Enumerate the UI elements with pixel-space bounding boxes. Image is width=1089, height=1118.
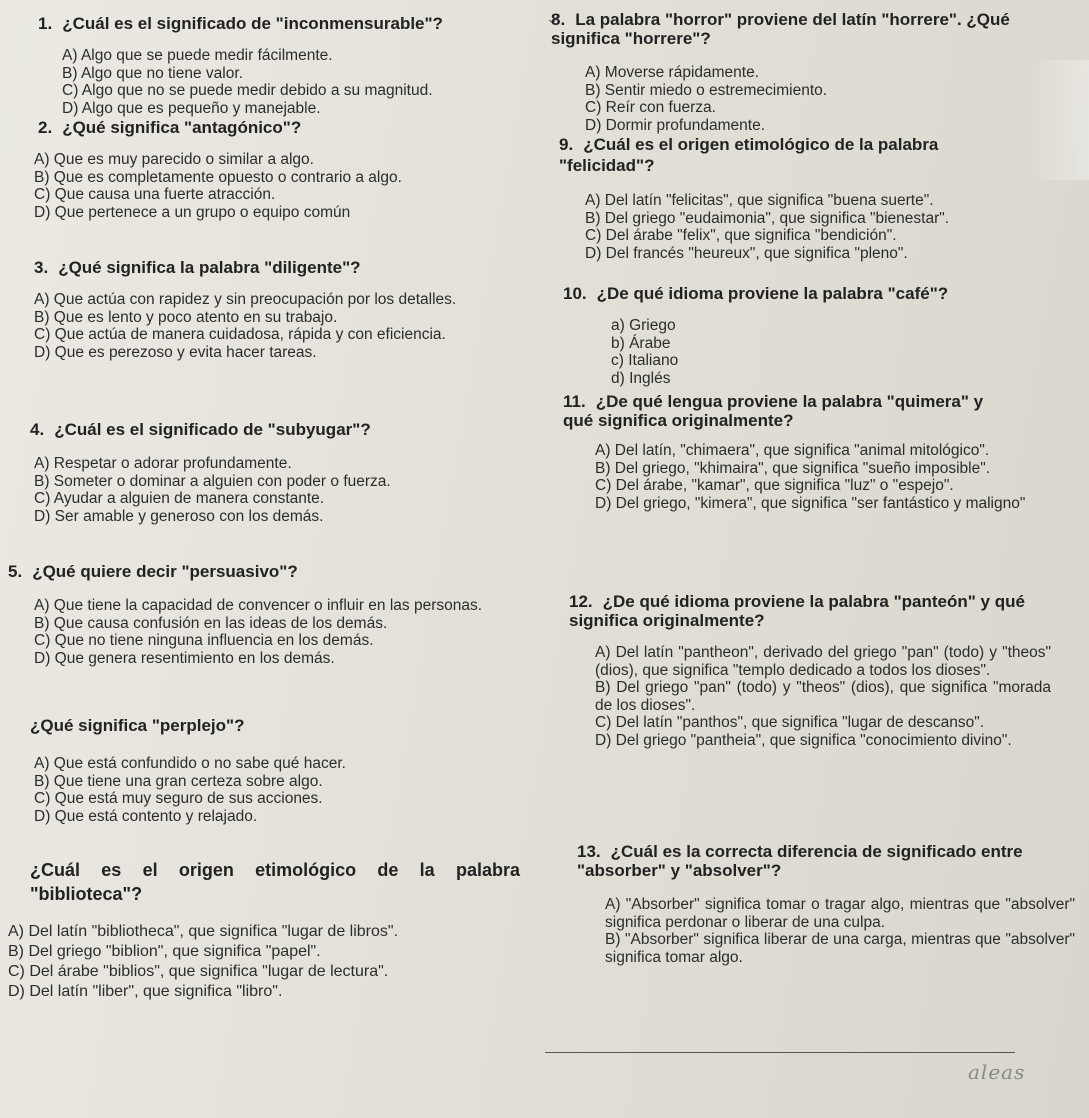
question-6 <box>30 716 530 825</box>
question-number: 1. <box>38 14 53 33</box>
option-d: D) Del griego "pantheia", que significa "conocimiento divino". <box>595 731 1012 749</box>
option-b: B) Que es completamente opuesto o contrario a algo. <box>34 168 402 186</box>
option-d: D) Algo que es pequeño y manejable. <box>62 99 321 117</box>
option-d: D) Ser amable y generoso con los demás. <box>34 507 324 525</box>
option-b: B) Del griego "biblion", que significa "papel". <box>8 943 321 960</box>
option-b: B) Que tiene una gran certeza sobre algo. <box>34 772 323 790</box>
option-b: B) "Absorber" significa liberar de una carga, mientras que "absolver" significa tomar algo. <box>605 931 1075 966</box>
option-a: A) Que actúa con rapidez y sin preocupación por los detalles. <box>34 291 457 308</box>
option-b: B) Algo que no tiene valor. <box>62 64 243 82</box>
question-title: ¿Qué quiere decir "persuasivo"? <box>32 562 298 581</box>
option-d: D) Del griego, "kimera", que significa "ser fantástico y maligno" <box>595 494 1026 512</box>
option-c: C) Del latín "panthos", que significa "lugar de descanso". <box>595 714 985 731</box>
question-5 <box>8 562 528 667</box>
option-c: C) Del árabe "biblios", que significa "lugar de lectura". <box>8 963 389 980</box>
question-9 <box>559 134 999 262</box>
option-d: D) Que pertenece a un grupo o equipo común <box>34 203 351 221</box>
option-b: B) Del griego, "khimaira", que significa "sueño imposible". <box>595 459 991 477</box>
question-title: ¿Cuál es el significado de "inconmensurable"? <box>62 14 443 33</box>
question-title: ¿De qué idioma proviene la palabra "panteón" y qué significa originalmente? <box>569 592 1025 630</box>
question-7 <box>8 858 520 1002</box>
option-c: C) Del árabe "felix", que significa "bendición". <box>585 227 897 244</box>
option-b: B) Del griego "eudaimonia", que significa "bienestar". <box>585 209 950 227</box>
option-a: A) Del latín, "chimaera", que significa "animal mitológico". <box>595 442 990 459</box>
question-number: 11. <box>563 392 586 411</box>
question-title: ¿Cuál es el origen etimológico de la palabra "biblioteca"? <box>30 860 520 904</box>
question-3 <box>34 258 520 361</box>
question-number: 12. <box>569 592 593 611</box>
option-a: a) Griego <box>611 317 676 334</box>
question-number: 3. <box>34 258 49 277</box>
option-b: B) Que causa confusión en las ideas de los demás. <box>34 614 388 632</box>
option-d: D) Que genera resentimiento en los demás. <box>34 649 335 667</box>
question-title: La palabra "horror" proviene del latín "horrere". ¿Qué significa "horrere"? <box>551 10 1010 48</box>
handwritten-note: aleas <box>968 1060 1026 1084</box>
question-number: 8. <box>551 10 566 29</box>
option-d: D) Dormir profundamente. <box>585 116 766 134</box>
question-title: ¿Cuál es el origen etimológico de la palabra "felicidad"? <box>559 135 939 175</box>
question-number: 5. <box>8 562 23 581</box>
question-number: 4. <box>30 420 45 439</box>
option-a: A) Que tiene la capacidad de convencer o influir en las personas. <box>34 597 483 614</box>
option-d: D) Del francés "heureux", que significa "pleno". <box>585 244 908 262</box>
bottom-rule <box>545 1052 1015 1053</box>
question-10 <box>563 284 1023 387</box>
question-title: ¿Cuál es la correcta diferencia de significado entre "absorber" y "absolver"? <box>577 842 1023 880</box>
question-number: 13. <box>577 842 601 861</box>
question-8 <box>551 10 1011 134</box>
option-d: D) Que es perezoso y evita hacer tareas. <box>34 343 317 361</box>
question-title: ¿Qué significa "perplejo"? <box>30 716 245 735</box>
question-13 <box>577 842 1075 966</box>
light-glare <box>1029 60 1089 180</box>
question-11 <box>563 392 1026 512</box>
option-c: C) Reír con fuerza. <box>585 99 716 116</box>
option-c: c) Italiano <box>611 352 679 369</box>
question-title: ¿Cuál es el significado de "subyugar"? <box>54 420 371 439</box>
option-b: b) Árabe <box>611 334 671 352</box>
option-a: A) Moverse rápidamente. <box>585 64 760 81</box>
question-1 <box>38 14 518 117</box>
question-number: 10. <box>563 284 587 303</box>
option-c: C) Que no tiene ninguna influencia en los demás. <box>34 632 374 649</box>
question-number: 2. <box>38 118 53 137</box>
question-4 <box>30 420 530 525</box>
option-b: B) Sentir miedo o estremecimiento. <box>585 81 828 99</box>
question-title: ¿Qué significa la palabra "diligente"? <box>58 258 361 277</box>
question-title: ¿De qué idioma proviene la palabra "café"? <box>596 284 949 303</box>
question-number: 9. <box>559 135 574 154</box>
option-a: A) Del latín "felicitas", que significa "buena suerte". <box>585 192 934 209</box>
option-c: C) Que actúa de manera cuidadosa, rápida y con eficiencia. <box>34 326 446 343</box>
option-a: A) Que está confundido o no sabe qué hacer. <box>34 755 346 772</box>
option-a: A) Respetar o adorar profundamente. <box>34 455 292 472</box>
option-a: A) "Absorber" significa tomar o tragar algo, mientras que "absolver" significa perdonar o liberar de una culpa. <box>605 896 1075 931</box>
option-b: B) Del griego "pan" (todo) y "theos" (dios), que significa "morada de los dioses". <box>595 679 1051 714</box>
question-title: ¿Qué significa "antagónico"? <box>62 118 302 137</box>
question-title: ¿De qué lengua proviene la palabra "quimera" y qué significa originalmente? <box>563 392 984 430</box>
option-b: B) Someter o dominar a alguien con poder o fuerza. <box>34 472 391 490</box>
option-c: C) Ayudar a alguien de manera constante. <box>34 490 325 507</box>
option-c: C) Que causa una fuerte atracción. <box>34 186 276 203</box>
option-a: A) Que es muy parecido o similar a algo. <box>34 151 314 168</box>
option-a: A) Algo que se puede medir fácilmente. <box>62 47 333 64</box>
option-c: C) Que está muy seguro de sus acciones. <box>34 790 323 807</box>
option-c: C) Del árabe, "kamar", que significa "luz" o "espejo". <box>595 477 954 494</box>
question-2 <box>34 118 528 221</box>
option-d: D) Que está contento y relajado. <box>34 807 258 825</box>
question-12 <box>569 592 1051 749</box>
option-d: D) Del latín "liber", que significa "libro". <box>8 983 283 1000</box>
option-c: C) Algo que no se puede medir debido a su magnitud. <box>62 82 433 99</box>
option-b: B) Que es lento y poco atento en su trabajo. <box>34 308 338 326</box>
option-a: A) Del latín "pantheon", derivado del griego "pan" (todo) y "theos" (dios), que significa "templo dedicado a todos los dioses". <box>595 644 1051 679</box>
option-a: A) Del latín "bibliotheca", que significa "lugar de libros". <box>8 923 399 940</box>
option-d: d) Inglés <box>611 369 671 387</box>
